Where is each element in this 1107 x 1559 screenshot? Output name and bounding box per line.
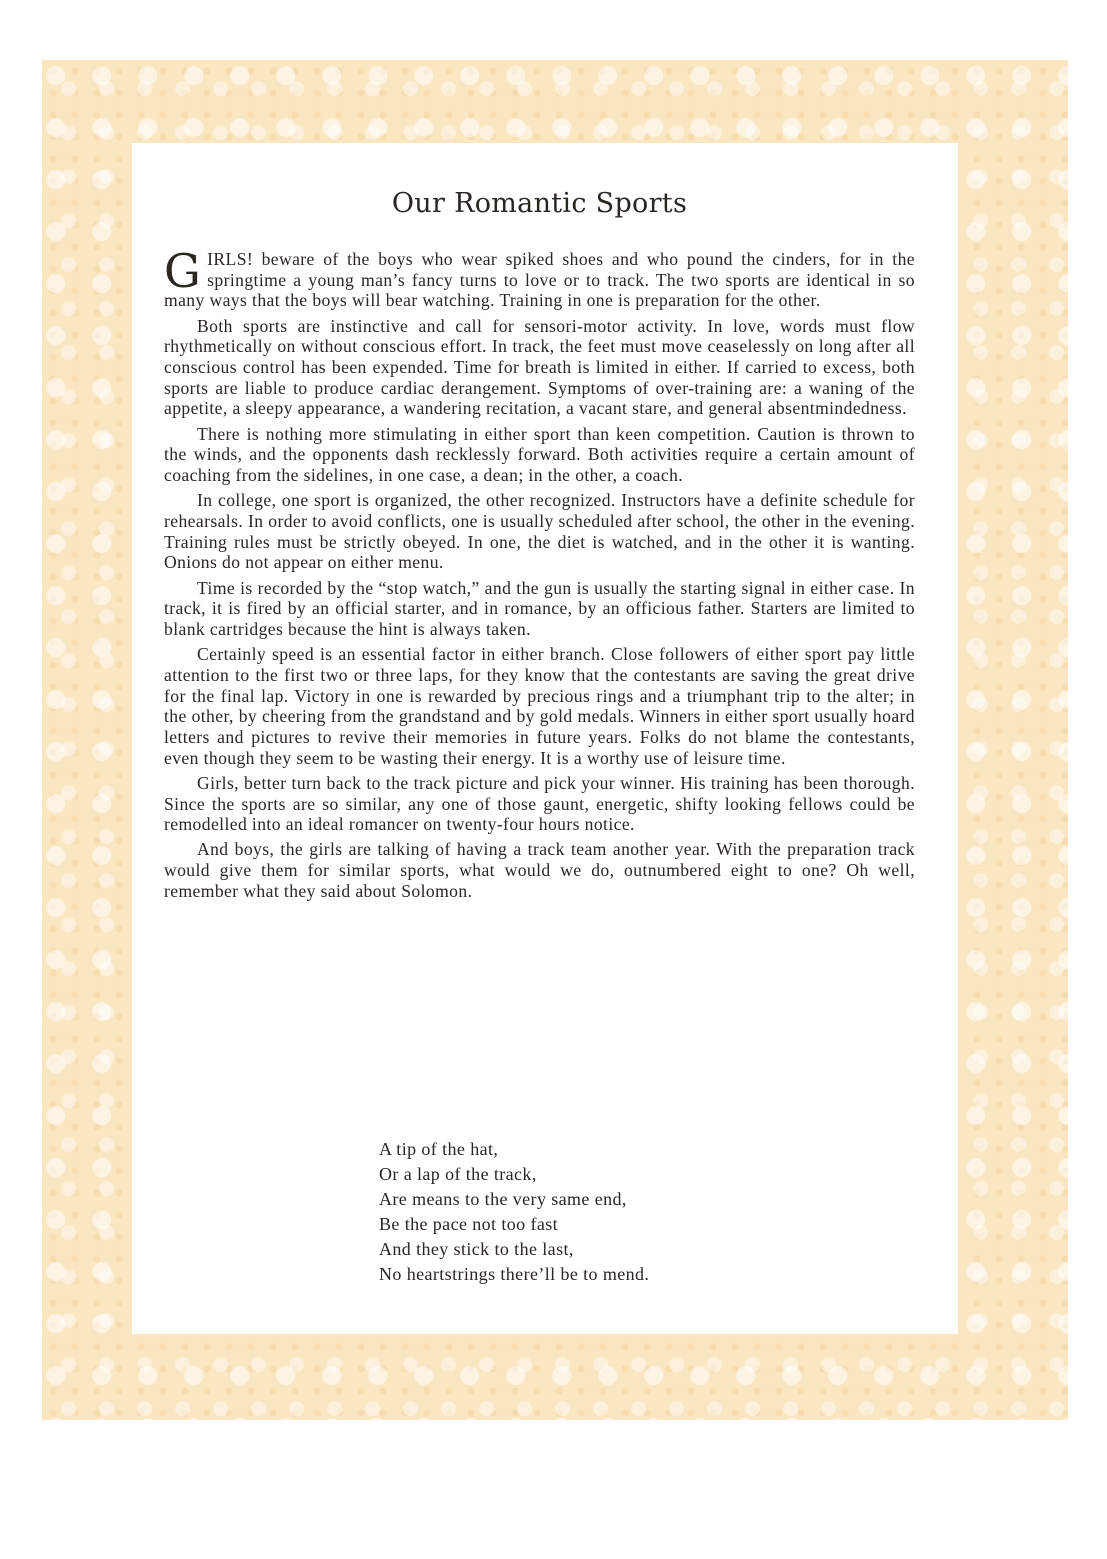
article-paragraph-5: Time is recorded by the “stop watch,” and the gun is usually the starting signal in either case. In track, it is fired by an official starter, and in romance, by an officious father. Starters are limited to blank cartridges because the hint is always taken. (164, 577, 915, 639)
poem-line: Be the pace not too fast (379, 1214, 559, 1234)
poem-line: Are means to the very same end, (379, 1189, 627, 1209)
article-paragraph-3: There is nothing more stimulating in either sport than keen competition. Caution is thrown to the winds, and the opponents dash recklessly forward. Both activities require a certain amount of coaching from the sidelines, in one case, a dean; in the other, a coach. (164, 423, 915, 486)
closing-poem (379, 1137, 649, 1287)
page-title: Our Romantic Sports (391, 188, 688, 219)
article-paragraph-1 (164, 244, 915, 311)
article-paragraph-7: Girls, better turn back to the track picture and pick your winner. His training has been thorough. Since the sports are so similar, any one of those gaunt, energetic, shifty looking fellows could be remodelled into an ideal romancer on twenty-four hours notice. (164, 772, 915, 835)
poem-line: Or a lap of the track, (379, 1164, 537, 1184)
article-paragraph-2: Both sports are instinctive and call for sensori-motor activity. In love, words must flow rhythmetically on without conscious effort. In track, the feet must move ceaselessly on long after all conscious control has been expended. Time for breath is limited in either. If carried to excess, both sports are liable to produce cardiac derangement. Symptoms of over-training are: a waning of the appetite, a sleepy appearance, a wandering recitation, a vacant stare, and general absentmindedness. (164, 315, 915, 419)
poem-line: No heartstrings there’ll be to mend. (379, 1264, 650, 1284)
poem-line: And they stick to the last, (379, 1239, 574, 1259)
article-paragraph-4: In college, one sport is organized, the other recognized. Instructors have a definite schedule for rehearsals. In order to avoid conflicts, one is usually scheduled after school, the other in the evening. Training rules must be strictly obeyed. In one, the diet is watched, and in the other it is wanting. Onions do not appear on either menu. (164, 490, 915, 573)
paragraph-text: IRLS! beware of the boys who wear spiked shoes and who pound the cinders, for in the springtime a young man’s fancy turns to love or to track. The two sports are identical in so many ways that the boys will bear watching. Training in one is preparation for the other. (164, 249, 915, 311)
article-body (164, 244, 915, 902)
article-paragraph-8: And boys, the girls are talking of having a track team another year. With the preparation track would give them for similar sports, what would we do, outnumbered eight to one? Oh well, remember what they said about Solomon. (164, 839, 915, 901)
poem-line: A tip of the hat, (379, 1139, 499, 1159)
drop-cap: G (164, 244, 202, 298)
article-paragraph-6: Certainly speed is an essential factor in either branch. Close followers of either sport pay little attention to the first two or three laps, for they know that the contestants are saving the great drive for the final lap. Victory in one is rewarded by precious rings and a triumphant trip to the alter; in the other, by cheering from the grandstand and by gold medals. Winners in either sport usually hoard letters and pictures to revive their memories in future years. Folks do not blame the contestants, even though they seem to be wasting their energy. It is a worthy use of leisure time. (164, 644, 915, 768)
text-column (164, 184, 915, 906)
